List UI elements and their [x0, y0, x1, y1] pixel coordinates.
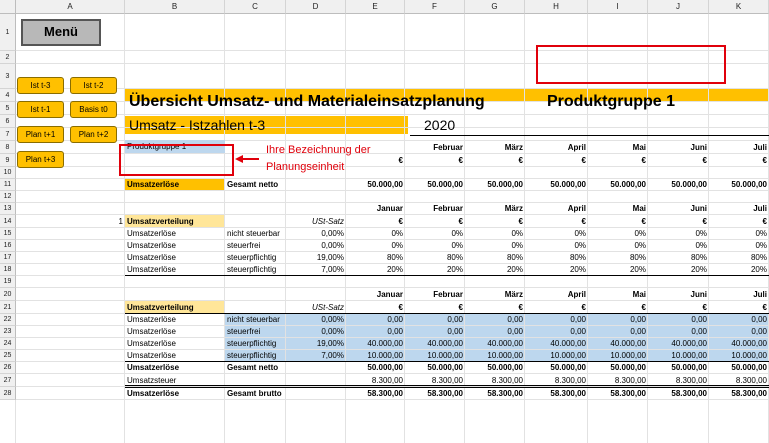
- menu-button[interactable]: Menü: [21, 19, 101, 46]
- block2-row-label: Umsatzerlöse: [127, 241, 176, 250]
- grid-line: [16, 114, 769, 115]
- month-header: Mai: [632, 290, 646, 299]
- brutto-top-border: [125, 385, 769, 386]
- ust-label: USt-Satz: [311, 303, 344, 312]
- row-header-14[interactable]: 14: [0, 215, 16, 228]
- block2-value: 20%: [386, 265, 403, 274]
- row-header-5[interactable]: 5: [0, 102, 16, 115]
- block3-value: 0,00: [387, 327, 403, 336]
- column-header-E[interactable]: E: [346, 0, 405, 14]
- month-header: Februar: [433, 204, 463, 213]
- total-value: 58.300,00: [671, 389, 707, 398]
- total-row-label: Umsatzerlöse: [127, 363, 180, 372]
- block2-value: 20%: [569, 265, 586, 274]
- column-header-B[interactable]: B: [125, 0, 225, 14]
- block2-row-label: Umsatzerlöse: [127, 229, 176, 238]
- block2-header: Umsatzverteilung: [127, 217, 194, 226]
- row-header-9[interactable]: 9: [0, 154, 16, 167]
- currency-label: €: [641, 303, 646, 312]
- currency-label: €: [641, 217, 646, 226]
- row-header-3[interactable]: 3: [0, 64, 16, 89]
- row-header-1[interactable]: 1: [0, 14, 16, 51]
- total-value: 8.300,00: [675, 376, 707, 385]
- block3-row-type: steuerpflichtig: [227, 339, 277, 348]
- row-header-24[interactable]: 24: [0, 338, 16, 350]
- block3-row-type: steuerpflichtig: [227, 351, 277, 360]
- ust-label: USt-Satz: [311, 217, 344, 226]
- nav-button-ist-t-2[interactable]: Ist t-2: [70, 77, 117, 94]
- planning-unit-note-line1: Ihre Bezeichnung der: [266, 144, 371, 156]
- column-header-A[interactable]: A: [16, 0, 125, 14]
- block2-value: 80%: [750, 253, 767, 262]
- month-header: Juli: [753, 204, 767, 213]
- nav-button-plan-t-2[interactable]: Plan t+2: [70, 126, 117, 143]
- column-header-H[interactable]: H: [525, 0, 588, 14]
- block2-row-type: steuerfrei: [227, 241, 261, 250]
- month-header: April: [567, 290, 586, 299]
- nav-button-ist-t-3[interactable]: Ist t-3: [17, 77, 64, 94]
- total-value: 8.300,00: [614, 376, 646, 385]
- block1-value: 50.000,00: [427, 180, 463, 189]
- currency-label: €: [398, 217, 403, 226]
- month-header: April: [567, 143, 586, 152]
- month-header: Mai: [632, 143, 646, 152]
- month-header: Juni: [690, 290, 707, 299]
- nav-button-plan-t-1[interactable]: Plan t+1: [17, 126, 64, 143]
- month-header: Januar: [376, 204, 403, 213]
- total-value: 58.300,00: [610, 389, 646, 398]
- month-header: Juli: [753, 290, 767, 299]
- month-header: April: [567, 204, 586, 213]
- currency-label: €: [398, 303, 403, 312]
- select-all-corner[interactable]: [0, 0, 16, 14]
- currency-label: €: [581, 303, 586, 312]
- block3-value: 10.000,00: [671, 351, 707, 360]
- currency-label: €: [702, 303, 707, 312]
- currency-label: €: [518, 217, 523, 226]
- currency-label: €: [762, 303, 767, 312]
- block3-value: 40.000,00: [731, 339, 767, 348]
- column-header-C[interactable]: C: [225, 0, 286, 14]
- block2-bottom-border: [125, 275, 769, 276]
- block2-row-rate: 7,00%: [321, 265, 344, 274]
- block3-value: 10.000,00: [550, 351, 586, 360]
- block2-value: 0%: [755, 241, 767, 250]
- nav-button-basis-t0[interactable]: Basis t0: [70, 101, 117, 118]
- block2-value: 80%: [629, 253, 646, 262]
- block2-value: 0%: [511, 229, 523, 238]
- block3-value: 40.000,00: [610, 339, 646, 348]
- block3-value: 40.000,00: [487, 339, 523, 348]
- month-header: Juli: [753, 143, 767, 152]
- block3-value: 0,00: [507, 315, 523, 324]
- month-header: März: [504, 204, 523, 213]
- currency-label: €: [762, 156, 767, 165]
- highlight-product-group: [536, 45, 726, 84]
- row-header-7[interactable]: 7: [0, 128, 16, 141]
- nav-button-plan-t-3[interactable]: Plan t+3: [17, 151, 64, 168]
- block2-row-rate: 0,00%: [321, 241, 344, 250]
- row-header-17[interactable]: 17: [0, 252, 16, 264]
- block1-label: Umsatzerlöse: [127, 180, 180, 189]
- block1-value: 50.000,00: [487, 180, 523, 189]
- total-row-label: Umsatzsteuer: [127, 376, 177, 385]
- block3-row-label: Umsatzerlöse: [127, 315, 176, 324]
- block2-value: 0%: [695, 241, 707, 250]
- total-value: 50.000,00: [487, 363, 523, 372]
- currency-label: €: [702, 156, 707, 165]
- block2-value: 0%: [755, 229, 767, 238]
- currency-label: €: [762, 217, 767, 226]
- block2-value: 80%: [506, 253, 523, 262]
- block2-row-label: Umsatzerlöse: [127, 265, 176, 274]
- row-header-8[interactable]: 8: [0, 141, 16, 154]
- row-header-28[interactable]: 28: [0, 387, 16, 400]
- block3-row-rate: 19,00%: [316, 339, 344, 348]
- block3-value: 0,00: [447, 327, 463, 336]
- currency-label: €: [398, 156, 403, 165]
- block2-value: 0%: [695, 229, 707, 238]
- currency-label: €: [518, 156, 523, 165]
- column-header-D[interactable]: D: [286, 0, 346, 14]
- block1-desc: Gesamt netto: [227, 180, 279, 189]
- column-header-I[interactable]: I: [588, 0, 648, 14]
- year-underline: [410, 135, 769, 136]
- total-value: 50.000,00: [731, 363, 767, 372]
- block3-value: 10.000,00: [731, 351, 767, 360]
- block3-value: 10.000,00: [427, 351, 463, 360]
- page-title: Übersicht Umsatz- und Materialeinsatzplanung: [129, 93, 485, 110]
- row-header-20[interactable]: 20: [0, 288, 16, 301]
- month-header: Juni: [690, 204, 707, 213]
- block2-value: 0%: [451, 229, 463, 238]
- total-value: 58.300,00: [487, 389, 523, 398]
- block1-value: 50.000,00: [671, 180, 707, 189]
- row-header-15[interactable]: 15: [0, 228, 16, 240]
- block3-value: 10.000,00: [367, 351, 403, 360]
- block2-value: 20%: [690, 265, 707, 274]
- total-value: 58.300,00: [427, 389, 463, 398]
- product-group-title: Produktgruppe 1: [547, 93, 676, 110]
- block3-row-rate: 7,00%: [321, 351, 344, 360]
- block2-value: 0%: [574, 241, 586, 250]
- block3-row-type: nicht steuerbar: [227, 315, 280, 324]
- block1-value: 50.000,00: [550, 180, 586, 189]
- block3-row-type: steuerfrei: [227, 327, 261, 336]
- block2-row-rate: 0,00%: [321, 229, 344, 238]
- block3-value: 40.000,00: [367, 339, 403, 348]
- block3-value: 0,00: [630, 315, 646, 324]
- block3-row-rate: 0,00%: [321, 327, 344, 336]
- month-header: Juni: [690, 143, 707, 152]
- block2-value: 0%: [634, 229, 646, 238]
- row-header-23[interactable]: 23: [0, 326, 16, 338]
- block2-row-label: Umsatzerlöse: [127, 253, 176, 262]
- month-header: Februar: [433, 143, 463, 152]
- block2-value: 0%: [574, 229, 586, 238]
- month-header: Januar: [376, 290, 403, 299]
- total-row-desc: Gesamt brutto: [227, 389, 282, 398]
- row-header-19[interactable]: 19: [0, 276, 16, 288]
- block3-row-label: Umsatzerlöse: [127, 351, 176, 360]
- block2-row-type: nicht steuerbar: [227, 229, 280, 238]
- total-value: 50.000,00: [671, 363, 707, 372]
- section-heading: Umsatz - Istzahlen t-3: [129, 117, 266, 133]
- currency-label: €: [458, 303, 463, 312]
- month-header: März: [504, 290, 523, 299]
- row-header-18[interactable]: 18: [0, 264, 16, 276]
- total-value: 58.300,00: [731, 389, 767, 398]
- column-header-G[interactable]: G: [465, 0, 525, 14]
- row-header-6[interactable]: 6: [0, 115, 16, 128]
- block3-value: 0,00: [691, 327, 707, 336]
- block2-value: 0%: [634, 241, 646, 250]
- total-value: 8.300,00: [431, 376, 463, 385]
- block2-value: 0%: [391, 229, 403, 238]
- total-value: 58.300,00: [550, 389, 586, 398]
- grid-line: [16, 88, 769, 89]
- block2-row-type: steuerpflichtig: [227, 253, 277, 262]
- block1-value: 50.000,00: [610, 180, 646, 189]
- block2-value: 0%: [451, 241, 463, 250]
- block3-value: 0,00: [447, 315, 463, 324]
- currency-label: €: [581, 217, 586, 226]
- block3-value: 0,00: [387, 315, 403, 324]
- currency-label: €: [702, 217, 707, 226]
- currency-label: €: [458, 156, 463, 165]
- row-header-26[interactable]: 26: [0, 362, 16, 374]
- block3-row-label: Umsatzerlöse: [127, 339, 176, 348]
- block1-value: 50.000,00: [367, 180, 403, 189]
- month-header: Februar: [433, 290, 463, 299]
- column-header-F[interactable]: F: [405, 0, 465, 14]
- row-header-13[interactable]: 13: [0, 203, 16, 215]
- total-value: 8.300,00: [554, 376, 586, 385]
- row-header-4[interactable]: 4: [0, 89, 16, 102]
- currency-label: €: [581, 156, 586, 165]
- block3-value: 0,00: [751, 327, 767, 336]
- block2-row-rate: 19,00%: [316, 253, 344, 262]
- row-header-16[interactable]: 16: [0, 240, 16, 252]
- nav-button-ist-t-1[interactable]: Ist t-1: [17, 101, 64, 118]
- block2-row-type: steuerpflichtig: [227, 265, 277, 274]
- total-value: 8.300,00: [371, 376, 403, 385]
- block2-value: 80%: [386, 253, 403, 262]
- year-label: 2020: [424, 117, 456, 133]
- block2-value: 20%: [750, 265, 767, 274]
- total-row-label: Umsatzerlöse: [127, 389, 180, 398]
- row-header-11[interactable]: 11: [0, 179, 16, 191]
- currency-label: €: [518, 303, 523, 312]
- row-header-10[interactable]: 10: [0, 167, 16, 179]
- row-header-12[interactable]: 12: [0, 191, 16, 203]
- row-header-21[interactable]: 21: [0, 301, 16, 314]
- block3-value: 0,00: [570, 315, 586, 324]
- block3-value: 0,00: [630, 327, 646, 336]
- block2-value: 80%: [690, 253, 707, 262]
- block2-value: 20%: [446, 265, 463, 274]
- block3-row-rate: 0,00%: [321, 315, 344, 324]
- total-row-desc: Gesamt netto: [227, 363, 279, 372]
- month-header: Mai: [632, 204, 646, 213]
- highlight-planning-unit: [119, 144, 234, 176]
- block3-row-label: Umsatzerlöse: [127, 327, 176, 336]
- block2-value: 20%: [629, 265, 646, 274]
- total-value: 50.000,00: [427, 363, 463, 372]
- planning-unit-note-line2: Planungseinheit: [266, 161, 345, 173]
- currency-label: €: [641, 156, 646, 165]
- block3-value: 0,00: [507, 327, 523, 336]
- block3-value: 0,00: [751, 315, 767, 324]
- row-index: 1: [118, 217, 123, 226]
- row-header-2[interactable]: 2: [0, 51, 16, 64]
- block1-value: 50.000,00: [731, 180, 767, 189]
- block3-header: Umsatzverteilung: [127, 303, 194, 312]
- block3-value: 0,00: [570, 327, 586, 336]
- total-value: 58.300,00: [367, 389, 403, 398]
- block3-value: 0,00: [691, 315, 707, 324]
- brutto-top-border-2: [125, 387, 769, 388]
- total-value: 50.000,00: [610, 363, 646, 372]
- row-header-25[interactable]: 25: [0, 350, 16, 362]
- block2-value: 0%: [391, 241, 403, 250]
- column-header-J[interactable]: J: [648, 0, 709, 14]
- month-header: März: [504, 143, 523, 152]
- total-value: 8.300,00: [735, 376, 767, 385]
- arrow-icon: [235, 154, 259, 164]
- currency-label: €: [458, 217, 463, 226]
- planning-unit-input[interactable]: Produktgruppe 1: [125, 140, 225, 153]
- row-header-27[interactable]: 27: [0, 374, 16, 387]
- column-header-K[interactable]: K: [709, 0, 769, 14]
- row-header-22[interactable]: 22: [0, 314, 16, 326]
- block3-value: 40.000,00: [671, 339, 707, 348]
- block2-value: 80%: [446, 253, 463, 262]
- block3-value: 40.000,00: [427, 339, 463, 348]
- block2-value: 20%: [506, 265, 523, 274]
- total-value: 50.000,00: [367, 363, 403, 372]
- block2-value: 80%: [569, 253, 586, 262]
- block3-value: 40.000,00: [550, 339, 586, 348]
- block3-value: 10.000,00: [610, 351, 646, 360]
- block3-value: 10.000,00: [487, 351, 523, 360]
- block2-value: 0%: [511, 241, 523, 250]
- total-value: 50.000,00: [550, 363, 586, 372]
- total-value: 8.300,00: [491, 376, 523, 385]
